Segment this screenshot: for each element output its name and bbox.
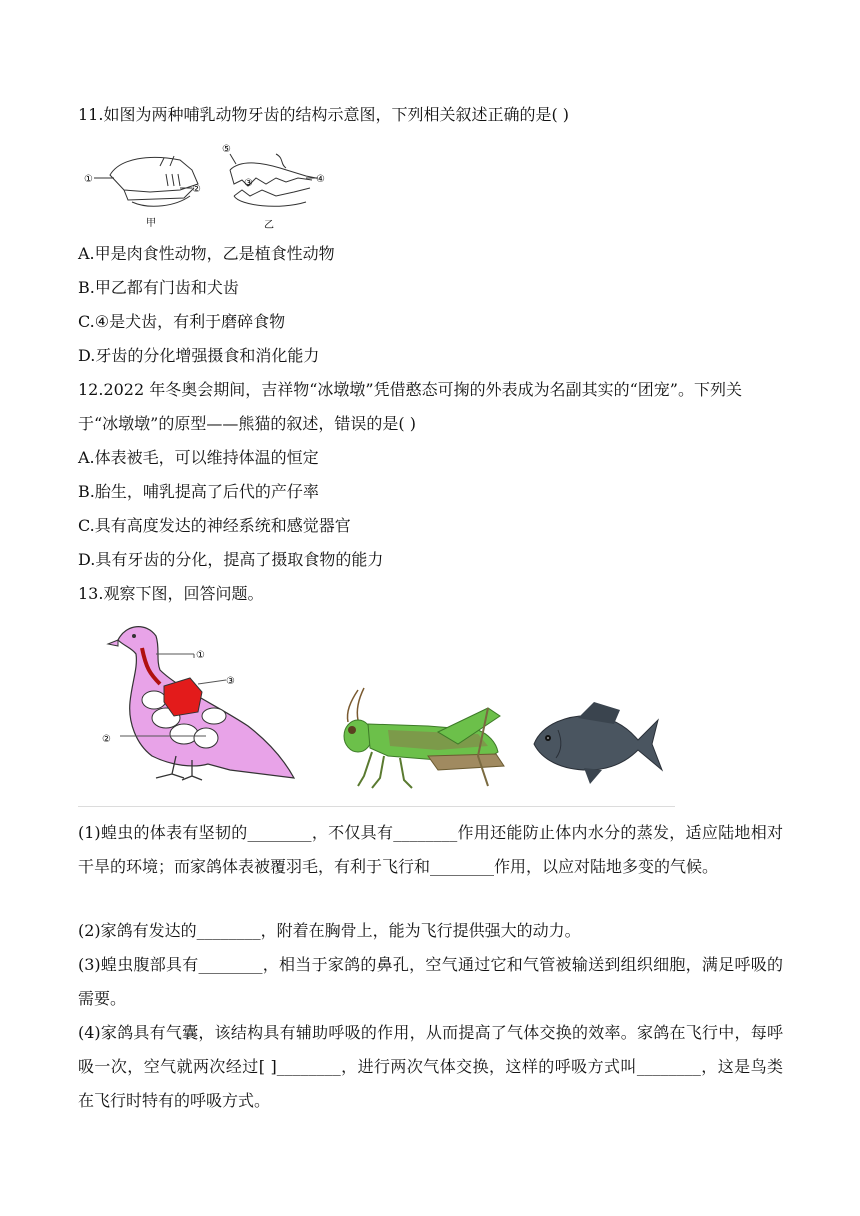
q11-option-d: D.牙齿的分化增强摄食和消化能力 (78, 346, 320, 365)
q13-label-1: ① (196, 650, 205, 661)
q12-stem-line2: 于“冰墩墩”的原型——熊猫的叙述，错误的是( ) (78, 414, 416, 433)
q11-label-1: ① (84, 174, 93, 185)
q13-sub2: (2)家鸽有发达的________，附着在胸骨上，能为飞行提供强大的动力。 (78, 921, 581, 940)
q11-label-yi: 乙 (264, 220, 274, 231)
q13-sub3: (3)蝗虫腹部具有________，相当于家鸽的鼻孔，空气通过它和气管被输送到组织细胞，满足呼吸的需要。 (78, 955, 783, 1008)
q11-label-5: ⑤ (222, 144, 231, 155)
q13-sub1: (1)蝗虫的体表有坚韧的________，不仅具有________作用还能防止体内水分的蒸发，适应陆地相对干旱的环境；而家鸽体表被覆羽毛，有利于飞行和________作用，以应对陆地多变的气候。 (78, 823, 783, 876)
pigeon-figure (98, 618, 298, 784)
q11-teeth-figure (80, 140, 330, 232)
q11-label-jia: 甲 (146, 218, 156, 229)
fish-figure (528, 700, 668, 788)
q12-option-b: B.胎生，哺乳提高了后代的产仔率 (78, 482, 319, 501)
skull-jia (94, 156, 198, 206)
q13-stem: 13.观察下图，回答问题。 (78, 584, 264, 603)
q13-sub4: (4)家鸽具有气囊，该结构具有辅助呼吸的作用，从而提高了气体交换的效率。家鸽在飞行中，每呼吸一次，空气就两次经过[ ]________，进行两次气体交换，这样的呼吸方式叫________，这是鸟类在飞行时特有的呼吸方式。 (78, 1023, 783, 1110)
q11-label-3: ③ (244, 178, 253, 189)
q12-stem-line1: 12.2022 年冬奥会期间，吉祥物“冰墩墩”凭借憨态可掬的外表成为名副其实的“团宠”。下列关 (78, 380, 742, 399)
divider (78, 806, 675, 807)
q11-stem: 11.如图为两种哺乳动物牙齿的结构示意图，下列相关叙述正确的是( ) (78, 105, 570, 124)
q12-option-d: D.具有牙齿的分化，提高了摄取食物的能力 (78, 550, 384, 569)
q13-label-3: ③ (226, 676, 235, 687)
q11-option-a: A.甲是肉食性动物，乙是植食性动物 (78, 244, 335, 263)
q11-label-2: ② (192, 184, 201, 195)
q11-label-4: ④ (316, 174, 325, 185)
q12-option-a: A.体表被毛，可以维持体温的恒定 (78, 448, 319, 467)
q11-option-b: B.甲乙都有门齿和犬齿 (78, 278, 239, 297)
q13-label-2: ② (102, 734, 111, 745)
q12-option-c: C.具有高度发达的神经系统和感觉器官 (78, 516, 351, 535)
q11-option-c: C.④是犬齿，有利于磨碎食物 (78, 312, 286, 331)
grasshopper-figure (328, 686, 508, 792)
